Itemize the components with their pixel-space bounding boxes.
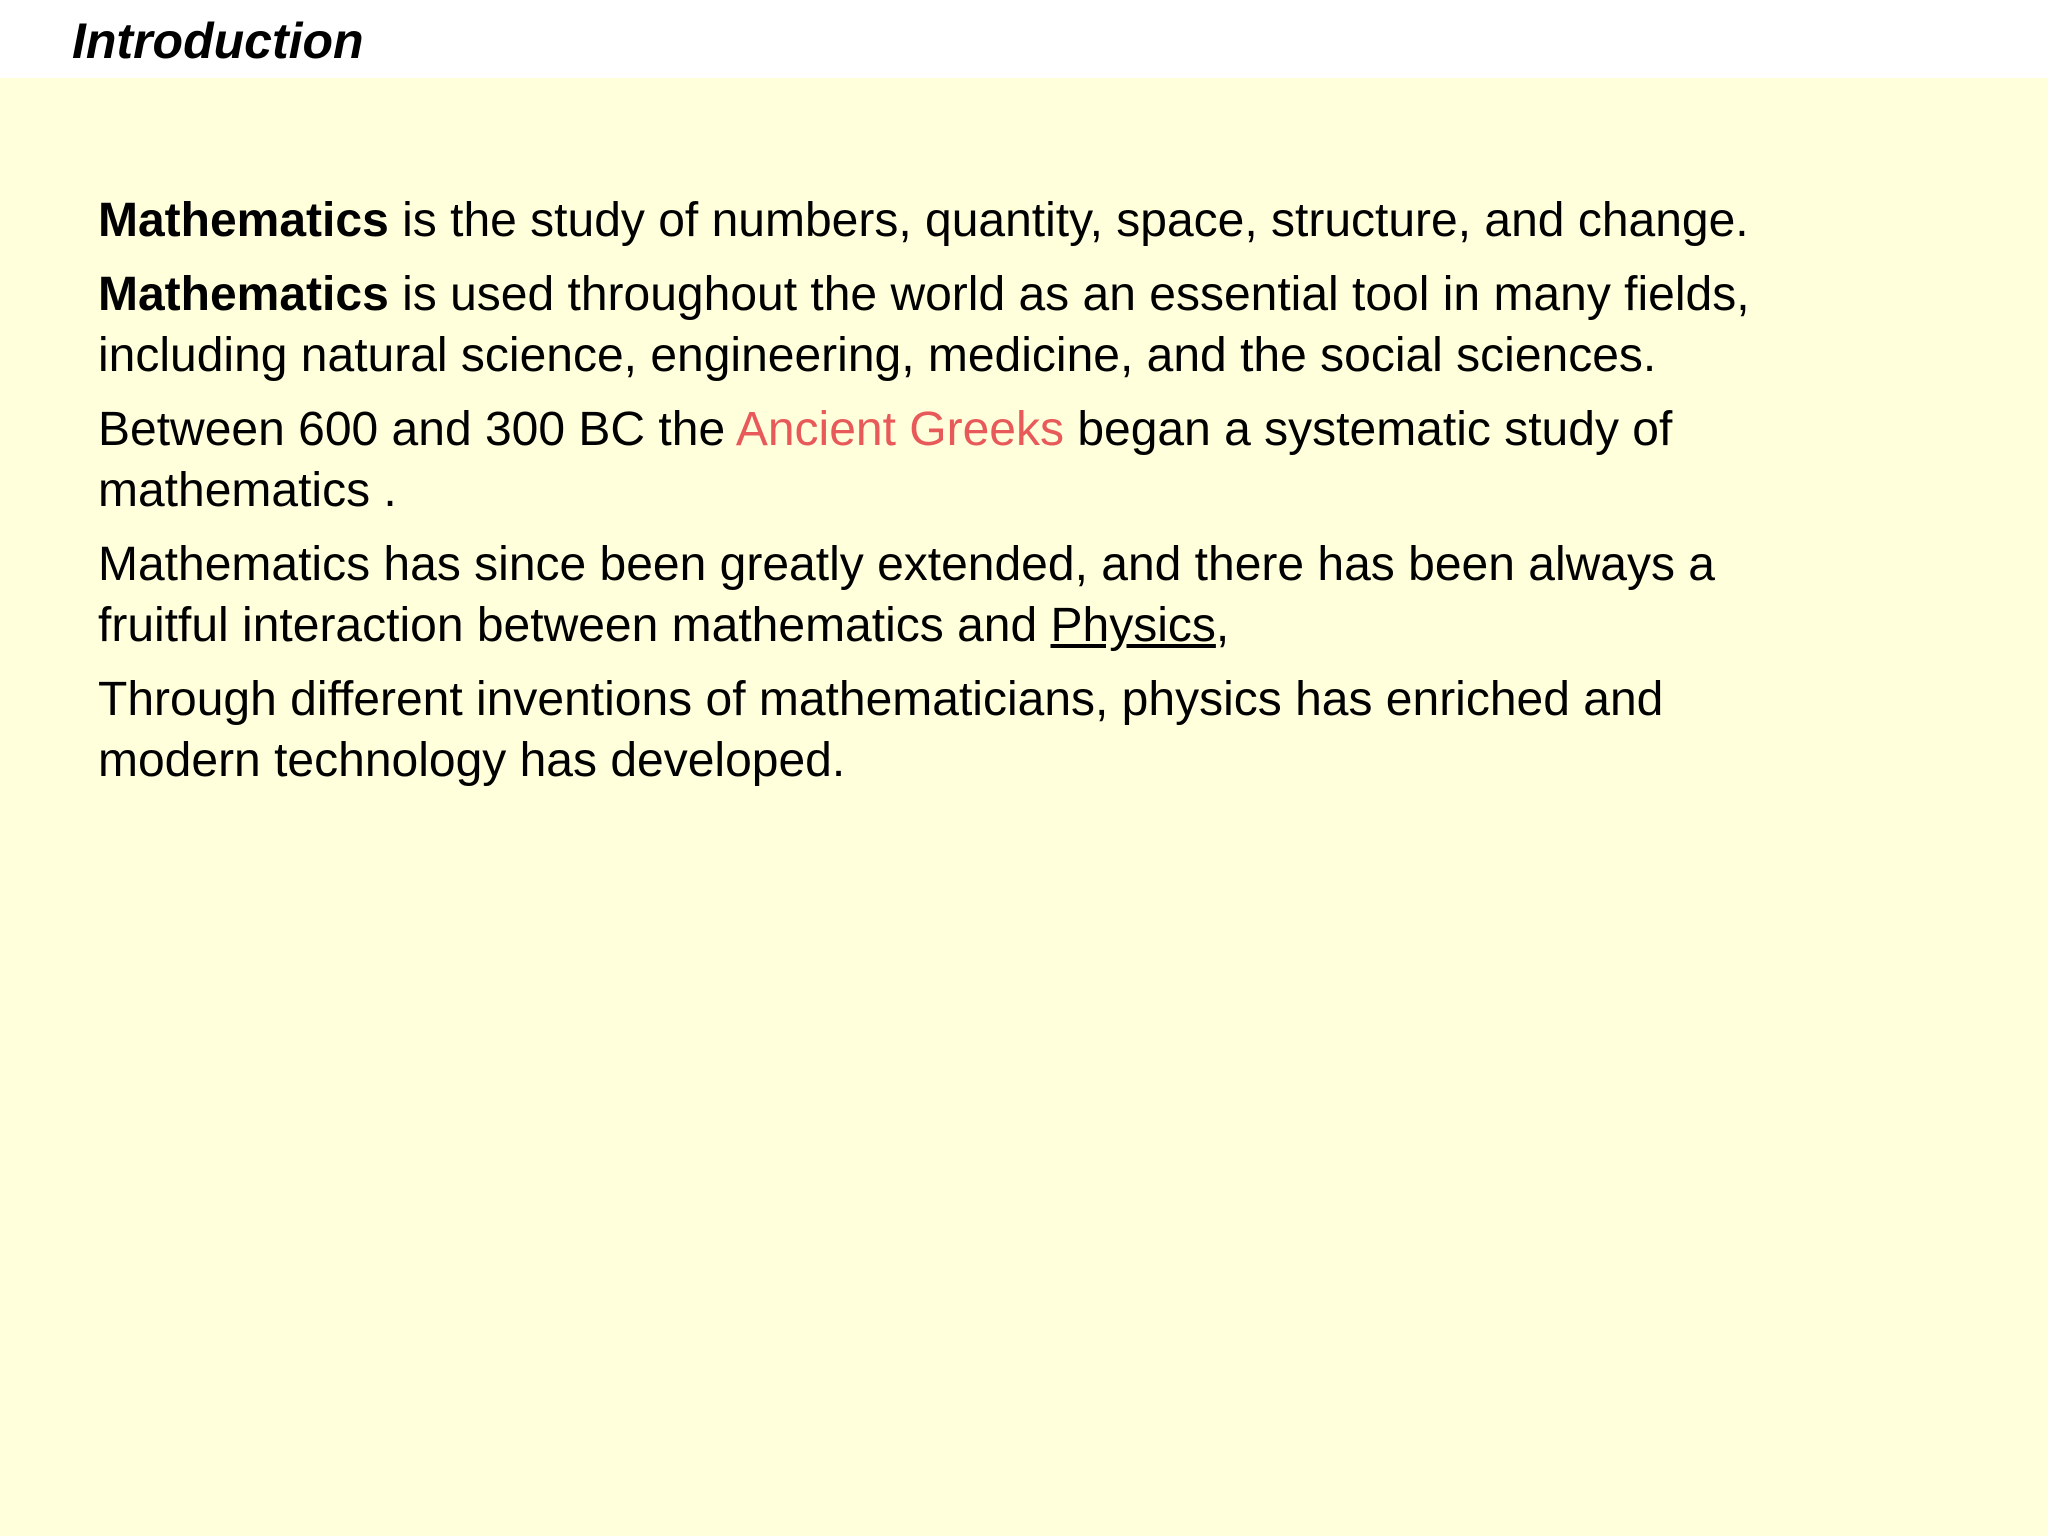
paragraph-usage: [98, 264, 1998, 386]
term-mathematics: Mathematics: [98, 268, 389, 321]
term-mathematics: Mathematics: [98, 194, 389, 247]
technology-text-line1: Through different inventions of mathematicians, physics has enriched and: [98, 673, 1664, 726]
slide-title: Introduction: [72, 13, 364, 69]
physics-text-line1: Mathematics has since been greatly extended, and there has been always a: [98, 538, 1715, 591]
physics-link[interactable]: Physics: [1050, 599, 1216, 652]
ancient-greeks-highlight: Ancient Greeks: [735, 403, 1064, 456]
paragraph-physics: [98, 534, 1998, 656]
paragraph-definition: [98, 190, 1998, 251]
history-text-after: began a systematic study of: [1063, 403, 1673, 456]
slide-body: [98, 190, 1998, 804]
paragraph-history: [98, 399, 1998, 521]
history-text-line2: mathematics .: [98, 464, 397, 517]
usage-text-line1: is used throughout the world as an essential tool in many fields,: [388, 268, 1750, 321]
title-bar: [0, 0, 2048, 78]
technology-text-line2: modern technology has developed.: [98, 734, 846, 787]
usage-text-line2: including natural science, engineering, medicine, and the social sciences.: [98, 329, 1657, 382]
physics-text-before-link: fruitful interaction between mathematics and: [98, 599, 1051, 652]
history-text-before: Between 600 and 300 BC the: [98, 403, 736, 456]
physics-text-after-link: ,: [1215, 599, 1230, 652]
definition-text: is the study of numbers, quantity, space, structure, and change.: [388, 194, 1749, 247]
paragraph-technology: [98, 669, 1998, 791]
